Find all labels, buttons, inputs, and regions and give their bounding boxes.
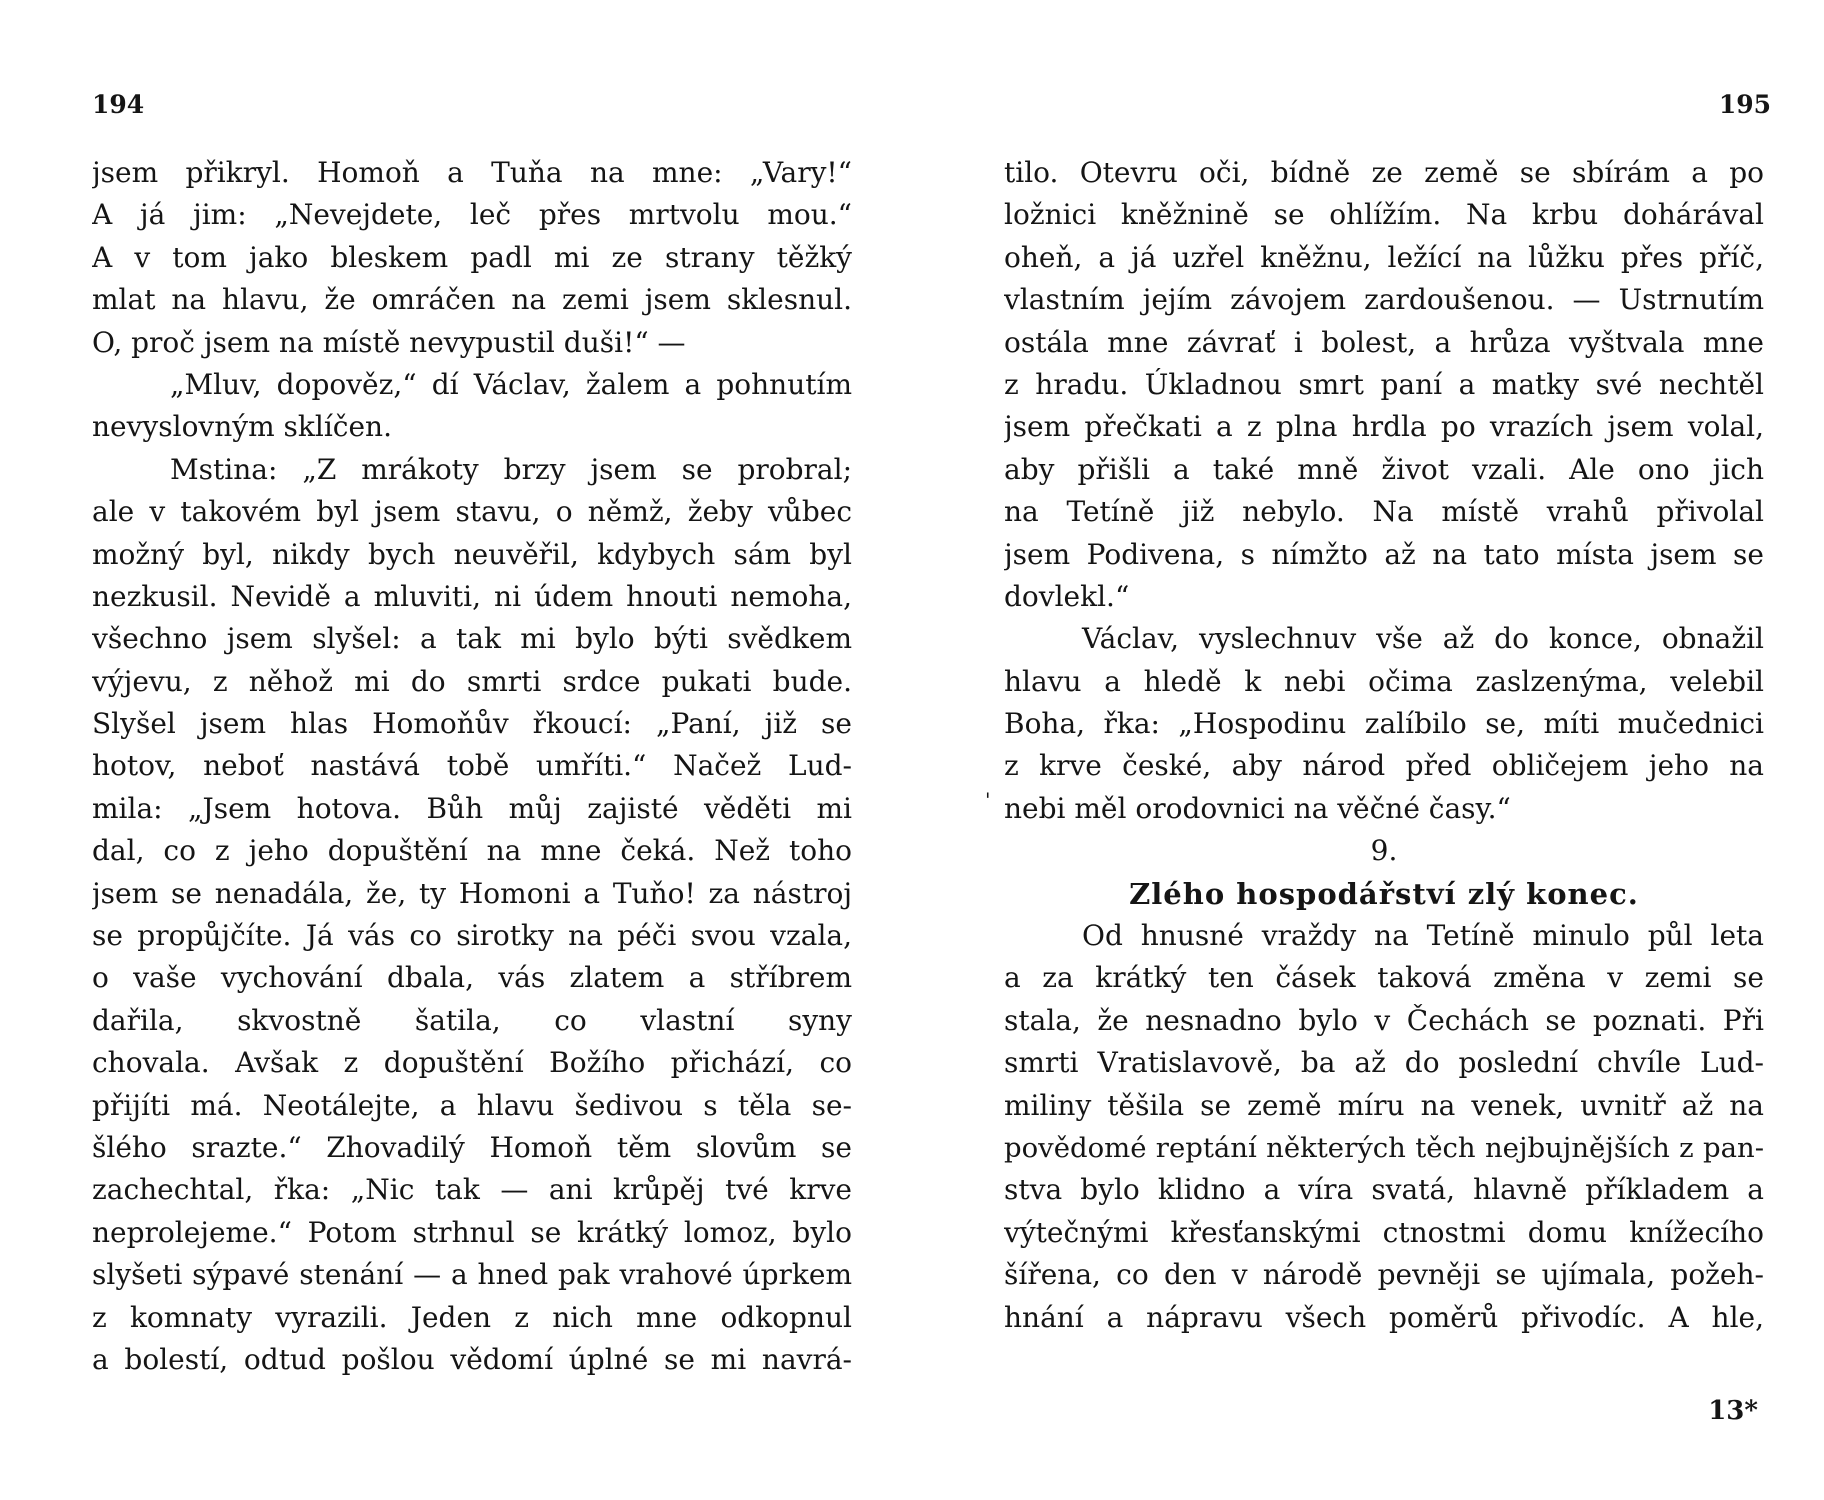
text-line: z hradu. Úkladnou smrt paní a matky své nechtěl bbox=[1004, 367, 1764, 401]
text-line: výtečnými křesťanskými ctnostmi domu knížecího bbox=[1004, 1215, 1764, 1249]
text-line: Mstina: „Z mrákoty brzy jsem se probral; bbox=[170, 452, 852, 486]
section-title: Zlého hospodářství zlý konec. bbox=[1129, 876, 1639, 911]
text-line: a bolestí, odtud pošlou vědomí úplné se mi navrá- bbox=[92, 1342, 852, 1376]
text-line: mila: „Jsem hotova. Bůh můj zajisté věděti mi bbox=[92, 791, 852, 825]
text-line: chovala. Avšak z dopuštění Božího přichází, co bbox=[92, 1046, 852, 1080]
text-line: ložnici kněžnině se ohlížím. Na krbu dohárával bbox=[1004, 198, 1764, 232]
text-line: nebi měl orodovnici na věčné časy.“ bbox=[1004, 791, 1511, 825]
text-line: ostála mne závrať i bolest, a hrůza vyštvala mne bbox=[1004, 325, 1764, 359]
text-line: dal, co z jeho dopuštění na mne čeká. Než toho bbox=[92, 834, 852, 868]
text-line: Boha, řka: „Hospodinu zalíbilo se, míti mučednici bbox=[1004, 707, 1764, 741]
text-line: Slyšel jsem hlas Homoňův řkoucí: „Paní, již se bbox=[92, 707, 852, 741]
text-line: šířena, co den v národě pevněji se ujímala, požeh- bbox=[1004, 1258, 1764, 1292]
text-line: všechno jsem slyšel: a tak mi bylo býti svědkem bbox=[92, 622, 852, 656]
text-line: hlavu a hledě k nebi očima zaslzenýma, velebil bbox=[1004, 664, 1764, 698]
text-line: A já jim: „Nevejdete, leč přes mrtvolu mou.“ bbox=[92, 198, 852, 232]
text-line: nevyslovným sklíčen. bbox=[92, 410, 392, 444]
text-line: ale v takovém byl jsem stavu, o němž, žeby vůbec bbox=[92, 495, 852, 529]
right-page-number: 195 bbox=[1718, 90, 1771, 119]
text-line: se propůjčíte. Já vás co sirotky na péči svou vzala, bbox=[92, 919, 852, 953]
text-line: výjevu, z něhož mi do smrti srdce pukati bude. bbox=[92, 664, 852, 698]
text-line: dařila, skvostně šatila, co vlastní syny bbox=[92, 1003, 852, 1037]
text-line: stala, že nesnadno bylo v Čechách se poznati. Při bbox=[1004, 1003, 1764, 1037]
text-line: na Tetíně již nebylo. Na místě vrahů přivolal bbox=[1004, 495, 1764, 529]
text-line: „Mluv, dopověz,“ dí Václav, žalem a pohnutím bbox=[170, 367, 852, 401]
text-line: jsem Podivena, s nímžto až na tato místa jsem se bbox=[1004, 537, 1764, 571]
section-number: 9. bbox=[1370, 834, 1398, 868]
text-line: oheň, a já uzřel kněžnu, ležící na lůžku přes příč, bbox=[1004, 240, 1764, 274]
text-line: nezkusil. Nevidě a mluviti, ni údem hnouti nemoha, bbox=[92, 579, 852, 613]
text-line: tilo. Otevru oči, bídně ze země se sbírám a po bbox=[1004, 156, 1764, 189]
text-line: dovlekl.“ bbox=[1004, 579, 1130, 613]
text-line: mlat na hlavu, že omráčen na zemi jsem sklesnul. bbox=[92, 283, 852, 317]
text-line: miliny těšila se země míru na venek, uvnitř až na bbox=[1004, 1088, 1764, 1122]
text-line: stva bylo klidno a víra svatá, hlavně příkladem a bbox=[1004, 1173, 1764, 1207]
right-page-text bbox=[1004, 152, 1764, 1339]
left-page-text bbox=[92, 152, 852, 1381]
signature-mark: 13* bbox=[1708, 1396, 1758, 1426]
text-line: jsem přečkati a z plna hrdla po vrazích jsem volal, bbox=[1004, 410, 1764, 444]
text-line: hotov, neboť nastává tobě umříti.“ Načež Lud- bbox=[92, 749, 852, 783]
text-line: o vaše vychování dbala, vás zlatem a stříbrem bbox=[92, 961, 852, 995]
right-page bbox=[912, 0, 1824, 1500]
text-line: slyšeti sýpavé stenání — a hned pak vrahové úprkem bbox=[92, 1258, 852, 1292]
text-line: a za krátký ten čásek taková změna v zemi se bbox=[1004, 961, 1764, 995]
text-line: smrti Vratislavově, ba až do poslední chvíle Lud- bbox=[1004, 1046, 1764, 1080]
stray-mark: ' bbox=[985, 788, 991, 812]
text-line: A v tom jako bleskem padl mi ze strany těžký bbox=[92, 240, 852, 274]
text-line: povědomé reptání některých těch nejbujnějších z pan- bbox=[1004, 1131, 1764, 1164]
text-line: jsem přikryl. Homoň a Tuňa na mne: „Vary!“ bbox=[92, 156, 852, 189]
text-line: možný byl, nikdy bych neuvěřil, kdybych sám byl bbox=[92, 537, 852, 571]
text-line: Od hnusné vraždy na Tetíně minulo půl leta bbox=[1082, 919, 1764, 953]
text-line: Václav, vyslechnuv vše až do konce, obnažil bbox=[1082, 622, 1764, 656]
left-page-number: 194 bbox=[92, 90, 145, 119]
text-line: aby přišli a také mně život vzali. Ale ono jich bbox=[1004, 452, 1764, 486]
text-line: šlého srazte.“ Zhovadilý Homoň těm slovům se bbox=[92, 1130, 852, 1164]
text-line: z krve české, aby národ před obličejem jeho na bbox=[1004, 749, 1764, 783]
text-line: O, proč jsem na místě nevypustil duši!“ — bbox=[92, 325, 686, 359]
text-line: jsem se nenadála, že, ty Homoni a Tuňo! za nástroj bbox=[92, 876, 852, 910]
text-line: neprolejeme.“ Potom strhnul se krátký lomoz, bylo bbox=[92, 1215, 852, 1249]
text-line: vlastním jejím závojem zardoušenou. — Ustrnutím bbox=[1004, 283, 1764, 317]
text-line: zachechtal, řka: „Nic tak — ani krůpěj tvé krve bbox=[92, 1173, 852, 1207]
text-line: z komnaty vyrazili. Jeden z nich mne odkopnul bbox=[92, 1300, 852, 1334]
text-line: přijíti má. Neotálejte, a hlavu šedivou s těla se- bbox=[92, 1088, 852, 1122]
text-line: hnání a nápravu všech poměrů přivodíc. A hle, bbox=[1004, 1300, 1764, 1334]
